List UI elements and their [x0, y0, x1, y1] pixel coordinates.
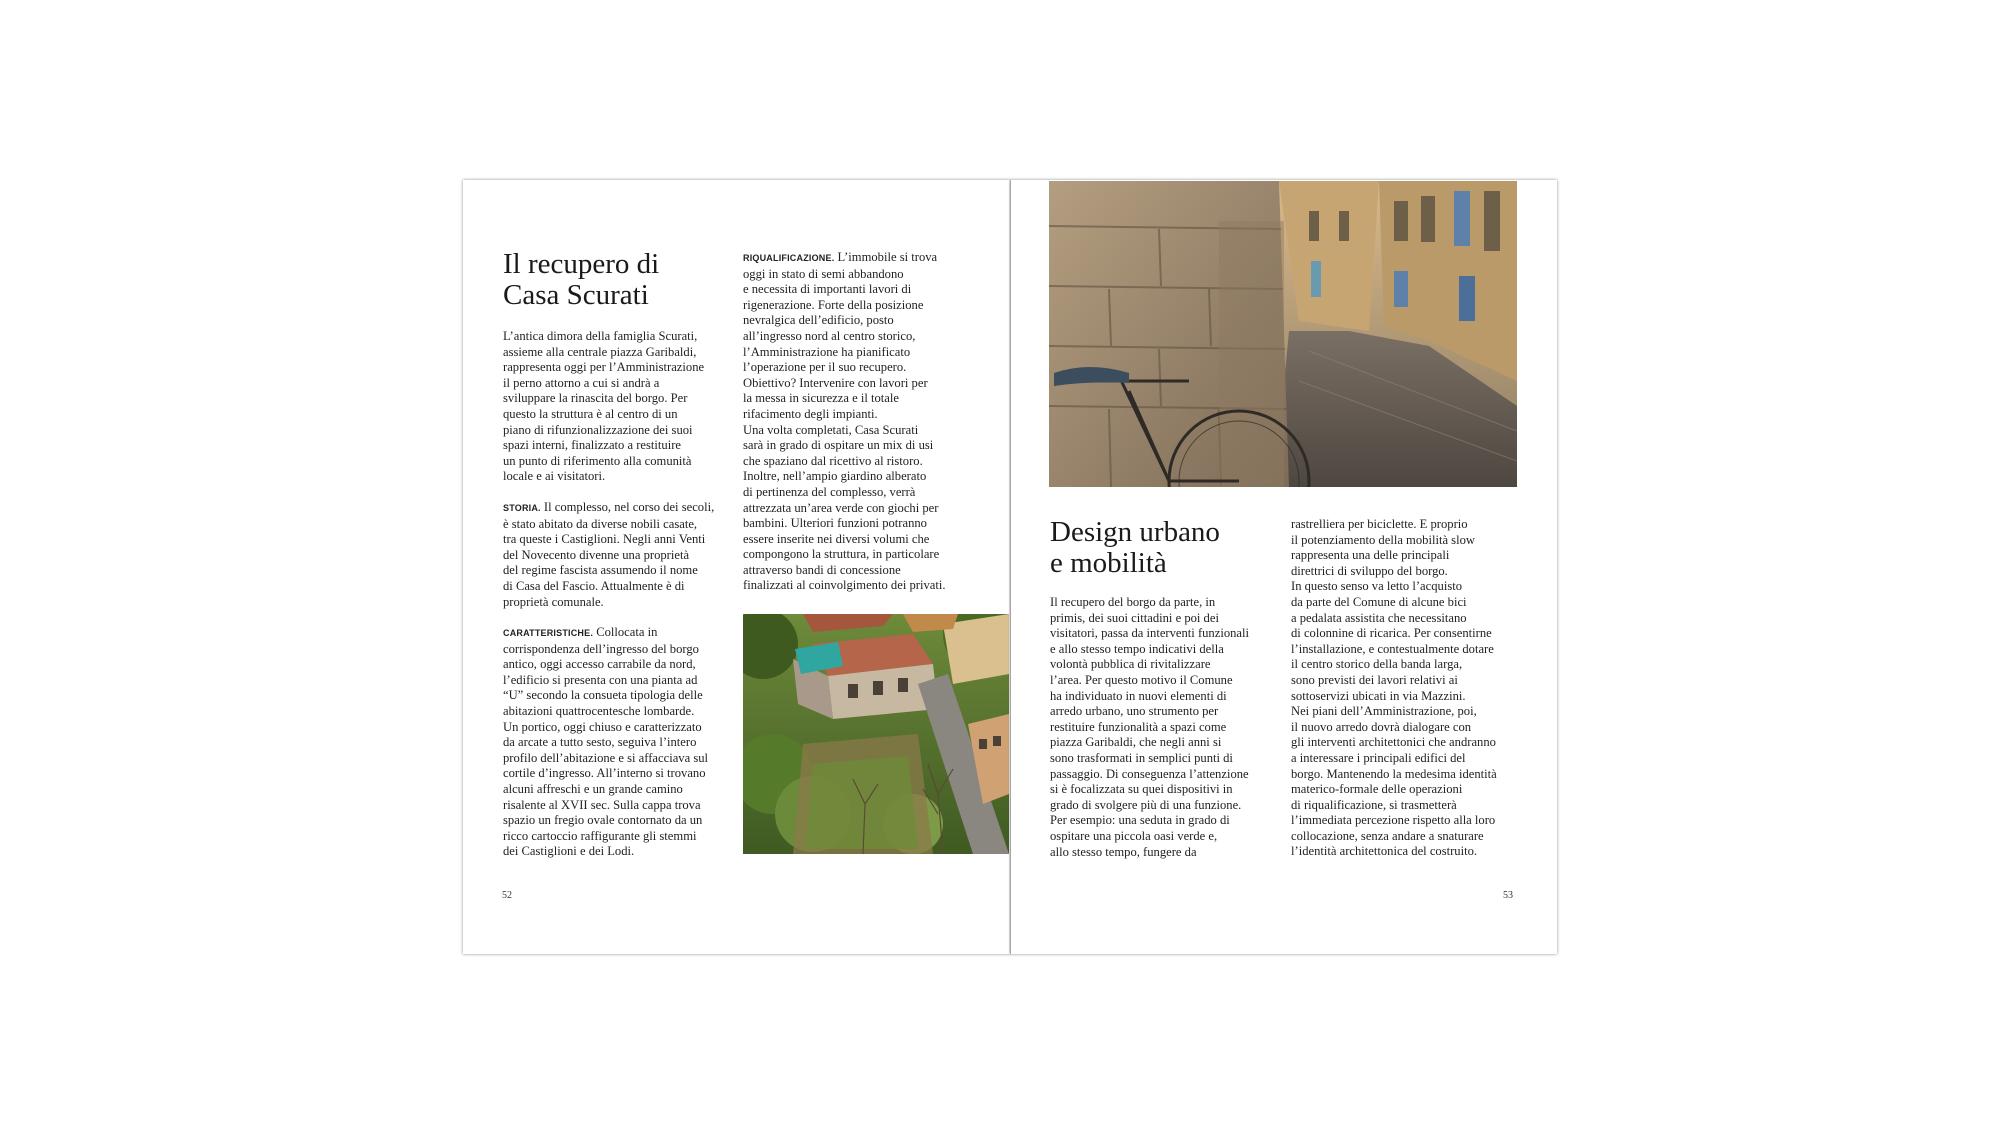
page-number-left: 52: [502, 890, 512, 901]
caratteristiche-lead: CARATTERISTICHE.: [503, 628, 594, 638]
caratteristiche-text: Collocata in corrispondenza dell’ingresso del borgo antico, oggi accesso carrabile da nord, l’edificio si presenta con una pianta ad “U” secondo la consueta tipologia delle abitazioni quattrocentesche lombarde. Un portico, oggi chiuso e caratterizzato da arcate a tutto sesto, seguiva l’intero profilo dell’abitazione e si affacciava sul cortile d’ingresso. All’interno si trovano alcuni affreschi e un grande camino risalente al XVII sec. Sulla cappa trova spazio un fregio ovale contornato da un ricco cartoccio raffigurante gli stemmi dei Castiglioni e dei Lodi.: [503, 625, 709, 859]
aerial-building-photo: [743, 614, 1009, 854]
left-page: [463, 180, 1011, 954]
storia-paragraph: [503, 500, 743, 610]
alley-bicycle-photo: [1049, 181, 1517, 487]
riqualificazione-text: L’immobile si trova oggi in stato di semi abbandono e necessita di importanti lavori di rigenerazione. Forte della posizione nevralgica dell’edificio, posto all’ingresso nord al centro storico, l’Amministrazione ha pianificato l’operazione per il suo recupero. Obiettivo? Intervenire con lavori per la messa in sicurezza e il totale rifacimento degli impianti. Una volta completati, Casa Scurati sarà in grado di ospitare un mix di usi che spaziano dal ricettivo al ristoro. Inoltre, nell’ampio giardino alberato di pertinenza del complesso, verrà attrezzata un’area verde con giochi per bambini. Ulteriori funzioni potranno essere inserite nei diversi volumi che compongono la struttura, in particolare attraverso bandi di concessione finalizzati al coinvolgimento dei privati.: [743, 250, 946, 593]
left-page-title: Il recupero di Casa Scurati: [503, 248, 660, 311]
caratteristiche-paragraph: [503, 625, 743, 860]
storia-text: Il complesso, nel corso dei secoli, è stato abitato da diverse nobili casate, tra queste i Castiglioni. Negli anni Venti del Novecento divenne una proprietà del regime fascista assumendo il nome di Casa del Fascio. Attualmente è di proprietà comunale.: [503, 500, 715, 609]
alley-bicycle-illustration: [1049, 181, 1517, 487]
mobility-column-1: Il recupero del borgo da parte, in primis, dei suoi cittadini e poi dei visitatori, passa da interventi funzionali e allo stesso tempo indicativi della volontà pubblica di rivitalizzare l’area. Per questo motivo il Comune ha individuato in nuovi elementi di arredo urbano, uno strumento per restituire funzionalità a spazi come piazza Garibaldi, che negli anni si sono trasformati in semplici punti di passaggio. Di conseguenza l’attenzione si è focalizzata su quei dispositivi in grado di svolgere più di una funzione. Per esempio: una seduta in grado di ospitare una piccola oasi verde e, allo stesso tempo, fungere da: [1050, 595, 1249, 859]
right-page-title: Design urbano e mobilità: [1050, 516, 1220, 579]
riqualificazione-paragraph: [743, 250, 987, 594]
storia-lead: STORIA.: [503, 503, 541, 513]
riqualificazione-lead: RIQUALIFICAZIONE.: [743, 253, 835, 263]
aerial-building-illustration: [743, 614, 1009, 854]
page-number-right: 53: [1503, 890, 1513, 901]
intro-paragraph: L’antica dimora della famiglia Scurati, assieme alla centrale piazza Garibaldi, rappresenta oggi per l’Amministrazione il perno attorno a cui si andrà a sviluppare la rinascita del borgo. Per questo la struttura è al centro di un piano di rifunzionalizzazione dei suoi spazi interni, finalizzato a restituire un punto di riferimento alla comunità locale e ai visitatori.: [503, 329, 705, 484]
mobility-column-2: rastrelliera per biciclette. E proprio il potenziamento della mobilità slow rappresenta una delle principali direttrici di sviluppo del borgo. In questo senso va letto l’acquisto da parte del Comune di alcune bici a pedalata assistita che necessitano di colonnine di ricarica. Per consentirne l’installazione, e contestualmente dotare il centro storico della banda larga, sono previsti dei lavori relativi ai sottoservizi ubicati in via Mazzini. Nei piani dell’Amministrazione, poi, il nuovo arredo dovrà dialogare con gli interventi architettonici che andranno a interessare i principali edifici del borgo. Mantenendo la medesima identità materico-formale delle operazioni di riqualificazione, si trasmetterà l’immediata percezione rispetto alla loro collocazione, senza andare a snaturare l’identità architettonica del costruito.: [1291, 517, 1497, 859]
right-page: [1011, 180, 1557, 954]
